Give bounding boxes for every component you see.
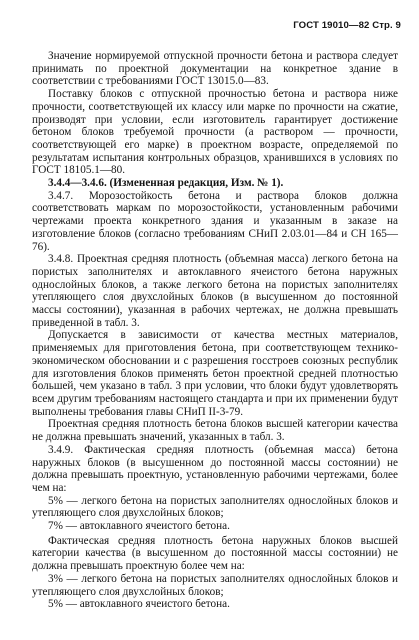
page-header: ГОСТ 19010—82 Стр. 9 — [293, 20, 401, 31]
paragraph: 3.4.9. Фактическая средняя плотность (объемная масса) бетона наружных блоков (в высушенном до постоянной массы состоянии) не должна превышать проектную, установленную рабочими чертежами, более чем на: — [32, 443, 398, 494]
document-body — [32, 50, 398, 611]
paragraph: Проектная средняя плотность бетона блоков высшей категории качества не должна превышать значений, указанных в табл. 3. — [32, 418, 398, 444]
paragraph: Поставку блоков с отпускной прочностью бетона и раствора ниже прочности, соответствующей их классу или марке по прочности на сжатие, производят при условии, если изготовитель гарантирует достижение бетоном блоков требуемой прочности (а раствором — прочности, соответствующей его марке) в проектном возрасте, определяемой по результатам испытания контрольных образцов, хранившихся в условиях по ГОСТ 18105.1—80. — [32, 88, 398, 177]
paragraph: Допускается в зависимости от качества местных материалов, применяемых для приготовления бетона, при соответствующем технико-экономическом обосновании и с разрешения госстроев союзных республик для изготовления блоков применять бетон проектной средней плотностью большей, чем указано в табл. 3 при условии, что блоки будут удовлетворять всем другим требованиям настоящего стандарта и при их применении будут выполнены требования главы СНиП II-3-79. — [32, 329, 398, 418]
paragraph: Значение нормируемой отпускной прочности бетона и раствора следует принимать по проектной документации на конкретное здание в соответствии с требованиями ГОСТ 13015.0—83. — [32, 50, 398, 88]
paragraph-amendment-note: 3.4.4—3.4.6. (Измененная редакция, Изм. № 1). — [48, 177, 284, 190]
paragraph: 3.4.7. Морозостойкость бетона и раствора блоков должна соответствовать маркам по морозостойкости, установленным рабочими чертежами проекта конкретного здания и указанным в заказе на изготовление блоков (согласно требованиям СНиП 2.03.01—84 и СН 165—76). — [32, 189, 398, 253]
list-item: 3% — легкого бетона на пористых заполнителях однослойных блоков и утепляющего слоя двухслойных блоков; — [32, 572, 398, 598]
paragraph: Фактическая средняя плотность бетона наружных блоков высшей категории качества (в высушенном до постоянной массы состоянии) не должна превышать проектную более чем на: — [32, 534, 398, 573]
list-item: 5% — легкого бетона на пористых заполнителях однослойных блоков и утепляющего слоя двухслойных блоков; — [32, 494, 398, 520]
paragraph: 3.4.8. Проектная средняя плотность (объемная масса) легкого бетона на пористых заполнителях и автоклавного ячеистого бетона наружных однослойных блоков, а также легкого бетона на пористых заполнителях утепляющего слоя двухслойных блоков (в высушенном до постоянной массы состоянии), указанная в рабочих чертежах, не должна превышать приведенной в табл. 3. — [32, 253, 398, 329]
list-item: 5% — автоклавного ячеистого бетона. — [48, 598, 230, 611]
list-item: 7% — автоклавного ячеистого бетона. — [48, 520, 230, 533]
